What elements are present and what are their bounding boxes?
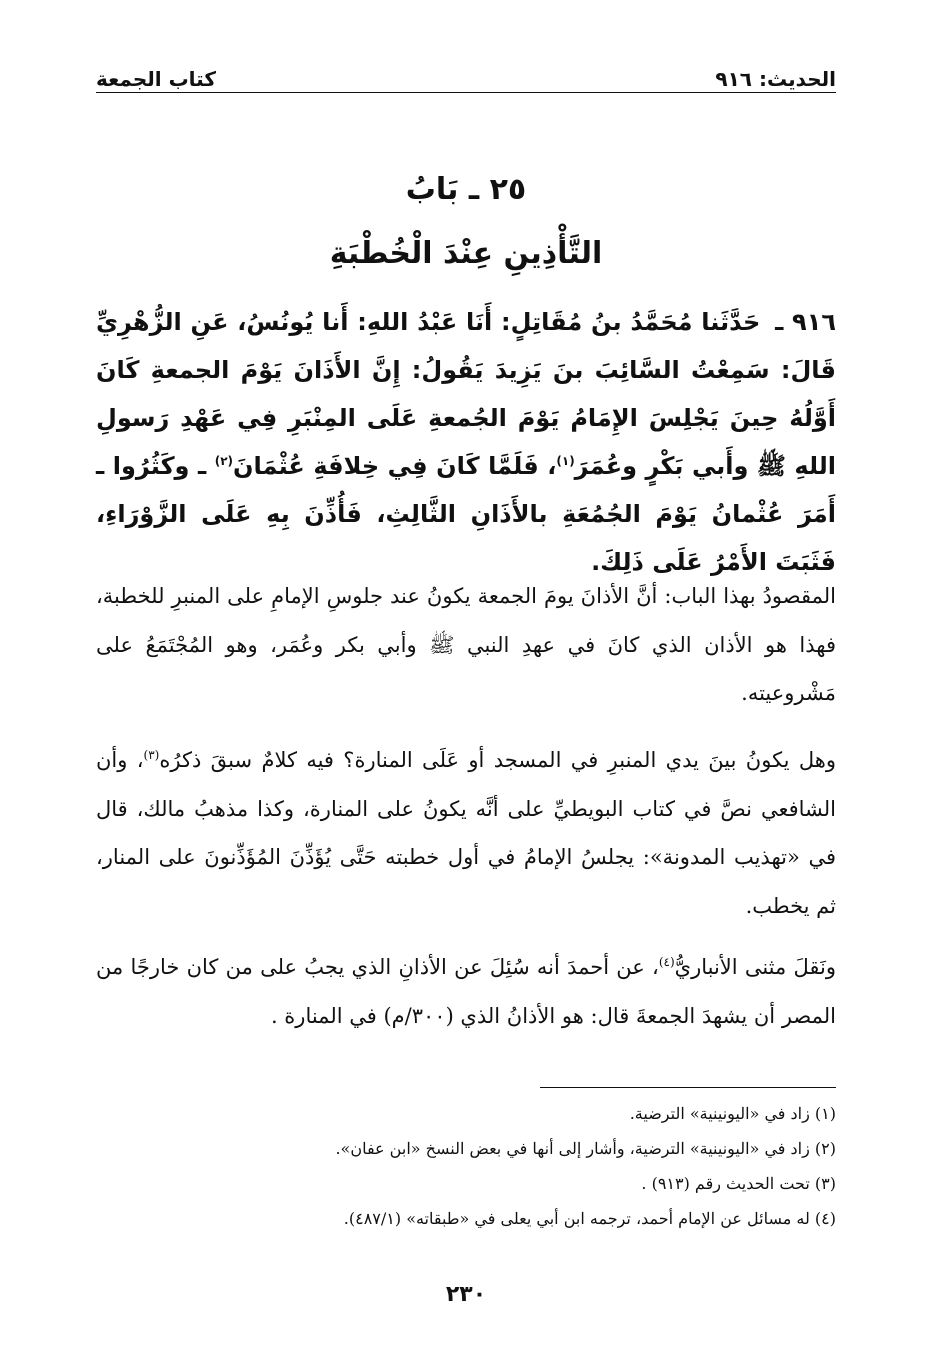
header-rule [96,92,836,93]
chapter-number: ٢٥ ـ بَابُ [405,172,527,207]
footnote-ref-2: (٢) [214,454,234,468]
footnote-ref-3: (٣) [143,748,160,762]
header-book-title: كتاب الجمعة [96,67,216,91]
commentary-2-part-1: وهل يكونُ بينَ يدي المنبرِ في المسجد أو عَلَى المنارة؟ فيه كلامٌ سبقَ ذكرُه [159,748,836,772]
hadith-number: ٩١٦ ـ [775,308,836,336]
hadith-text-part-2: ، فَلَمَّا كَانَ فِي خِلافَةِ عُثْمَانَ [233,452,557,480]
footnote-3: (٣) تحت الحديث رقم (٩١٣) . [641,1174,836,1193]
running-head [96,55,836,91]
header-hadith-number: الحديث: ٩١٦ [715,67,836,91]
footnotes [96,1096,836,1236]
commentary-3-part-1: ونَقلَ مثنى الأنباريُّ [674,955,836,979]
hadith-text-part-1: حَدَّثَنا مُحَمَّدُ بنُ مُقَاتِلٍ: أَنَا عَبْدُ اللهِ: أَنا يُونُسُ، عَنِ الزُّهْرِيِّ قَالَ: سَمِعْتُ السَّائِبَ بنَ يَزِيدَ يَقُولُ: إِنَّ الأَذَانَ يَوْمَ الجمعةِ كَانَ أَوَّلُهُ حِينَ يَجْلِسَ الإِمَامُ يَوْمَ الجُمعةِ عَلَى المِنْبَرِ فِي عَهْدِ رَسولِ اللهِ ﷺ وأَبي بَكْرٍ وعُمَرَ [96,308,836,480]
commentary-paragraph-1: المقصودُ بهذا الباب: أنَّ الأذانَ يومَ الجمعة يكونُ عند جلوسِ الإمامِ على المنبرِ للخطبة، فهذا هو الأذان الذي كانَ في عهدِ النبي ﷺ وأبي بكر وعُمَر، وهو المُجْتَمَعُ على مَشْروعيته. [96,584,836,705]
commentary-paragraph-3 [96,943,836,1040]
page-number: ٢٣٠ [445,1282,487,1307]
footnote-ref-1: (١) [556,454,575,468]
footnote-1: (١) زاد في «اليونينية» الترضية. [629,1104,836,1123]
footnote-ref-4: (٤) [658,955,675,969]
commentary-3-part-2: ، عن أحمدَ أنه سُئِلَ عن الأذانِ الذي يجبُ على من كان خارجًا من المصر أن يشهدَ الجمعةَ قال: هو الأذانُ الذي (٣٠٠/م) في المنارة . [96,955,836,1028]
footnote-rule [540,1087,836,1088]
footnote-2: (٢) زاد في «اليونينية» الترضية، وأشار إلى أنها في بعض النسخ «ابن عفان». [335,1139,836,1158]
hadith-text [96,298,836,586]
commentary-2-part-2: ، وأن الشافعي نصَّ في كتاب البويطيِّ على أنَّه يكونُ على المنارة، وكذا مذهبُ مالك، قال في «تهذيب المدونة»: يجلسُ الإمامُ في أول خطبته حَتَّى يُؤَذِّنَ المُؤَذِّنونَ على المنار، ثم يخطب. [96,748,836,918]
hadith-text-part-3: ـ وكَثُرُوا ـ أَمَرَ عُثْمانُ يَوْمَ الجُمُعَةِ بالأَذَانِ الثَّالِثِ، فَأُذِّنَ بِهِ عَلَى الزَّوْرَاءِ، فَثَبَتَ الأَمْرُ عَلَى ذَلِكَ. [96,452,836,576]
commentary-paragraph-2 [96,736,836,930]
footnote-4: (٤) له مسائل عن الإمام أحمد، ترجمه ابن أبي يعلى في «طبقاته» (٤٨٧/١). [343,1209,836,1228]
chapter-title: التَّأْذِينِ عِنْدَ الْخُطْبَةِ [329,236,603,271]
